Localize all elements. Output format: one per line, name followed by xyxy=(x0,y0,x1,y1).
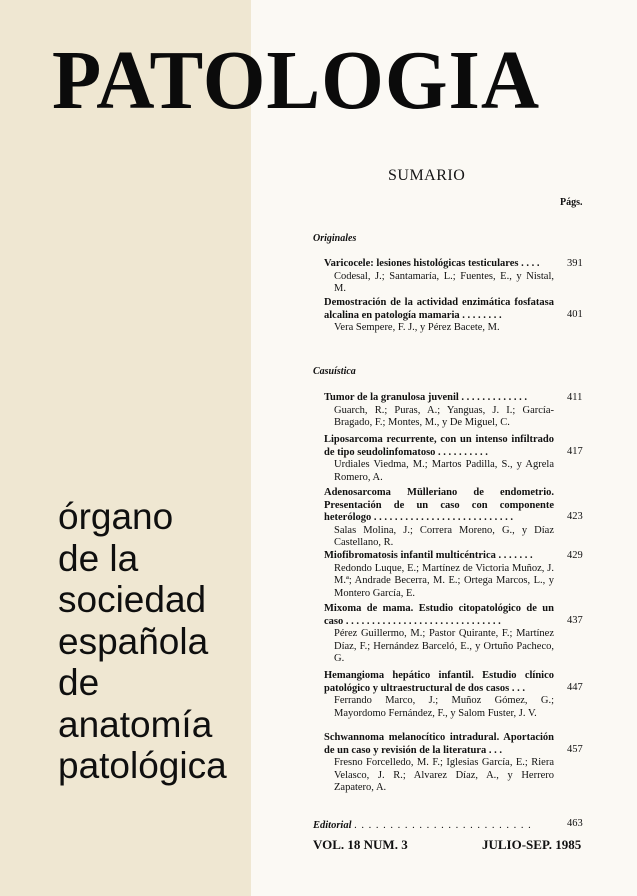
entry-authors: Guarch, R.; Puras, A.; Yanguas, J. I.; García-Bragado, F.; Montes, M., y De Miguel, C. xyxy=(334,404,554,429)
entry-title: Liposarcoma recurrente, con un intenso infiltrado de tipo seudolinfomatoso . . . . . . . . . . xyxy=(324,434,554,458)
entry-authors: Codesal, J.; Santamaría, L.; Fuentes, E., y Nistal, M. xyxy=(334,270,554,295)
entry-authors: Urdiales Viedma, M.; Martos Padilla, S., y Agrela Romero, A. xyxy=(334,459,554,483)
entry-page: 391 xyxy=(567,258,583,269)
entry-page: 457 xyxy=(567,744,583,755)
entry-title: Miofibromatosis infantil multicéntrica . . . . . . . xyxy=(324,550,533,561)
entry-title: Varicocele: lesiones histológicas testiculares . . . . xyxy=(324,258,540,269)
section-heading-originales: Originales xyxy=(313,233,357,244)
entry-page: 437 xyxy=(567,615,583,626)
entry-authors: Redondo Luque, E.; Martínez de Victoria Muñoz, J. M.ª; Andrade Becerra, M. E.; Ortega Marcos, L., y Montero García, E. xyxy=(334,562,554,599)
section-heading-casuistica: Casuística xyxy=(313,366,356,377)
entry-page: 423 xyxy=(567,511,583,522)
entry-title: Tumor de la granulosa juvenil . . . . . . . . . . . . . xyxy=(324,392,528,403)
toc-entry xyxy=(324,392,554,430)
entry-title: Mixoma de mama. Estudio citopatológico de un caso . . . . . . . . . . . . . . . . . . . . . . . . . . . . . . xyxy=(324,603,554,627)
toc-entry xyxy=(324,732,554,795)
entry-title: Adenosarcoma Mülleriano de endometrio. Presentación de un caso con componente heterólogo . . . . . . . . . . . . . . . . . . . . . . . . . . . xyxy=(324,487,554,524)
entry-authors: Ferrando Marco, J.; Muñoz Gómez, G.; Mayordomo Fernández, F., y Salom Fuster, J. V. xyxy=(334,695,554,719)
subtitle-line: sociedad xyxy=(58,579,207,620)
entry-authors: Salas Molina, J.; Correra Moreno, G., y Díaz Castellano, R. xyxy=(334,524,554,549)
entry-page: 401 xyxy=(567,309,583,320)
subtitle-line: de la xyxy=(58,537,139,579)
entry-title: Hemangioma hepático infantil. Estudio clínico patológico y ultraestructural de dos casos . . . xyxy=(324,670,554,694)
toc-entry xyxy=(324,297,554,335)
journal-title: PATOLOGIA xyxy=(52,34,541,127)
toc-entry xyxy=(324,434,554,484)
toc-entry xyxy=(324,258,554,296)
society-subtitle xyxy=(58,496,248,787)
editorial-entry xyxy=(313,820,532,831)
subtitle-line: de xyxy=(58,662,100,703)
toc-entry xyxy=(324,603,554,666)
toc-entry xyxy=(324,487,554,550)
entry-page: 429 xyxy=(567,550,583,561)
subtitle-line: patológica xyxy=(58,745,227,786)
subtitle-line: órgano xyxy=(58,496,174,537)
issue-date: JULIO-SEP. 1985 xyxy=(482,837,582,852)
entry-page: 447 xyxy=(567,682,583,693)
entry-title: Schwannoma melanocítico intradural. Aportación de un caso y revisión de la literatura . . . xyxy=(324,732,554,756)
entry-title: Demostración de la actividad enzimática fosfatasa alcalina en patología mamaria . . . . . . . . xyxy=(324,297,554,321)
toc-entry xyxy=(324,550,554,600)
entry-authors: Fresno Forcelledo, M. F.; Iglesias García, E.; Riera Velasco, J. R.; Alvarez Díaz, A., y Herrero Zapatero, A. xyxy=(334,757,554,794)
volume-number: VOL. 18 NUM. 3 xyxy=(313,837,408,852)
editorial-page: 463 xyxy=(567,818,583,829)
editorial-leader: . . . . . . . . . . . . . . . . . . . . . . . . . xyxy=(354,820,532,831)
entry-authors: Pérez Guillermo, M.; Pastor Quirante, F.; Martínez Díaz, F.; Hernández Barceló, E., y Ortuño Pacheco, G. xyxy=(334,628,554,665)
summary-heading: SUMARIO xyxy=(388,167,466,184)
entry-page: 411 xyxy=(567,392,583,403)
toc-entry xyxy=(324,670,554,720)
entry-page: 417 xyxy=(567,446,583,457)
subtitle-line: anatomía xyxy=(58,703,213,745)
pages-column-label: Págs. xyxy=(560,197,583,208)
editorial-label: Editorial xyxy=(313,820,352,831)
entry-authors: Vera Sempere, F. J., y Pérez Bacete, M. xyxy=(334,322,500,334)
subtitle-line: española xyxy=(58,620,209,662)
